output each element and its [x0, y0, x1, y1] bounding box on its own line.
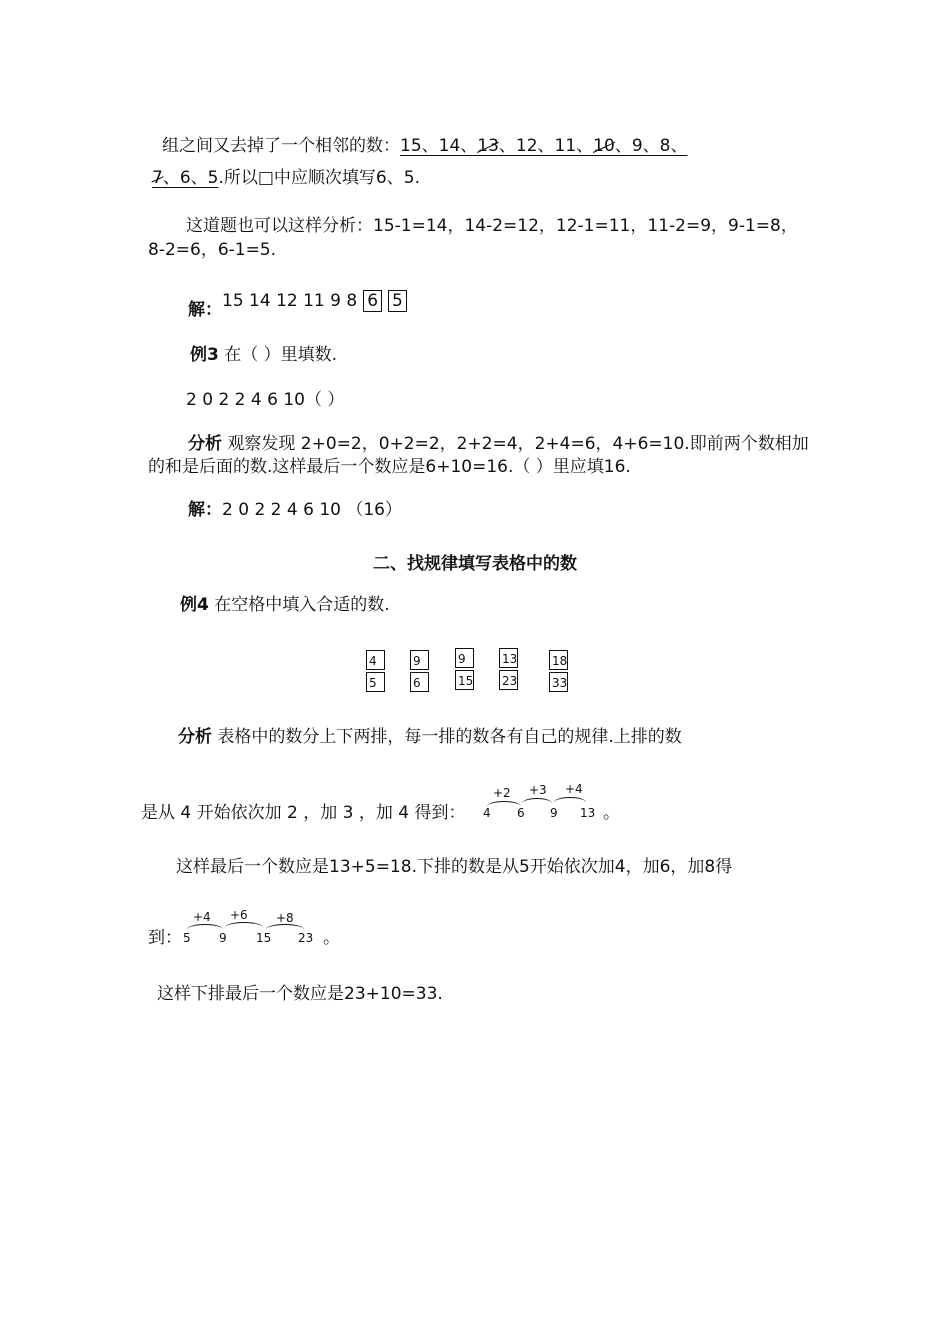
solution-2: 解：2 0 2 2 4 6 10 （16） [188, 500, 402, 520]
table-cell-bottom: 15 [455, 670, 474, 690]
struck-number: 10 [593, 136, 615, 156]
table-cell-bottom: 33 [549, 672, 568, 692]
diagram-number: 4 [483, 806, 491, 820]
diagram-increment: +3 [529, 783, 547, 797]
diagram-increment: +4 [193, 910, 211, 924]
analysis-label: 分析 [178, 727, 212, 747]
sequence-segment: 7、6、5 [152, 168, 219, 188]
table-cell-bottom: 5 [366, 672, 385, 692]
section-title: 二、找规律填写表格中的数 [373, 554, 577, 574]
table-cell-top: 13 [499, 648, 518, 668]
diagram-number: 23 [298, 931, 314, 945]
answer-box: 5 [388, 290, 407, 312]
table-cell-top: 9 [455, 648, 474, 668]
solution-label: 解： [188, 300, 222, 320]
solution-1 [188, 290, 407, 320]
diagram-number: 5 [183, 931, 191, 945]
diagram-arc [522, 798, 552, 809]
analysis-label: 分析 [188, 434, 222, 454]
analysis-4-line1: 分析 表格中的数分上下两排，每一排的数各有自己的规律.上排的数 [178, 727, 682, 747]
alt-analysis-line1: 这道题也可以这样分析：15-1=14，14-2=12，12-1=11，11-2=9，9-1=8， [186, 216, 798, 236]
solution-label: 解： [188, 500, 222, 520]
struck-number: 13 [477, 136, 499, 156]
example-label: 例3 [190, 345, 219, 365]
analysis-3-line2: 的和是后面的数.这样最后一个数应是6+10=16.（ ）里应填16. [148, 457, 631, 477]
paragraph-prefix: 组之间又去掉了一个相邻的数： [162, 136, 400, 156]
table-cell-bottom: 23 [499, 670, 518, 690]
diagram-number: 13 [580, 806, 596, 820]
diagram-number: 15 [256, 931, 272, 945]
example-4-heading [180, 594, 390, 616]
example-text: 在（ ）里填数. [218, 345, 338, 365]
sequence-segment: 12、11、10、 [515, 136, 632, 156]
analysis-4-line4: 到： [148, 928, 182, 948]
paragraph-removed-numbers-cont [152, 167, 420, 189]
diagram-end-mark: 。 [603, 803, 620, 823]
diagram-number: 9 [550, 806, 558, 820]
table-cell-top: 4 [366, 650, 385, 670]
sequence-segment: 15、14、13、 [400, 136, 516, 156]
example-label: 例4 [180, 595, 209, 615]
example-text: 在空格中填入合适的数. [208, 595, 390, 615]
analysis-4-line2: 是从 4 开始依次加 2 ，加 3 ，加 4 得到： [141, 803, 466, 823]
diagram-increment: +4 [565, 782, 583, 796]
analysis-4-line5: 这样下排最后一个数应是23+10=33. [157, 984, 443, 1004]
table-cell-top: 18 [549, 650, 568, 670]
table-cell-top: 9 [410, 650, 429, 670]
diagram-number: 9 [219, 931, 227, 945]
paragraph-removed-numbers [162, 135, 687, 157]
paragraph-suffix: .所以□中应顺次填写6、5. [218, 168, 420, 188]
alt-analysis-line2: 8-2=6，6-1=5. [148, 240, 277, 260]
analysis-3-line1: 分析 观察发现 2+0=2，0+2=2，2+2=4，2+4=6，4+6=10.即前两个数相加 [188, 434, 809, 454]
diagram-arc [187, 924, 223, 935]
analysis-4-line3: 这样最后一个数应是13+5=18.下排的数是从5开始依次加4，加6，加8得 [176, 857, 733, 877]
diagram-increment: +2 [493, 786, 511, 800]
struck-number: 7 [152, 168, 163, 188]
solution-sequence: 15 14 12 11 9 8 [222, 291, 358, 311]
table-cell-bottom: 6 [410, 672, 429, 692]
diagram-increment: +8 [276, 911, 294, 925]
diagram-arc [487, 801, 521, 812]
diagram-number: 6 [517, 806, 525, 820]
example-3-sequence: 2 0 2 2 4 6 10（ ） [186, 390, 345, 410]
answer-box: 6 [363, 290, 382, 312]
diagram-increment: +6 [230, 908, 248, 922]
sequence-segment: 9、8、 [631, 136, 688, 156]
example-3-heading [190, 344, 337, 366]
diagram-end-mark: 。 [323, 928, 340, 948]
